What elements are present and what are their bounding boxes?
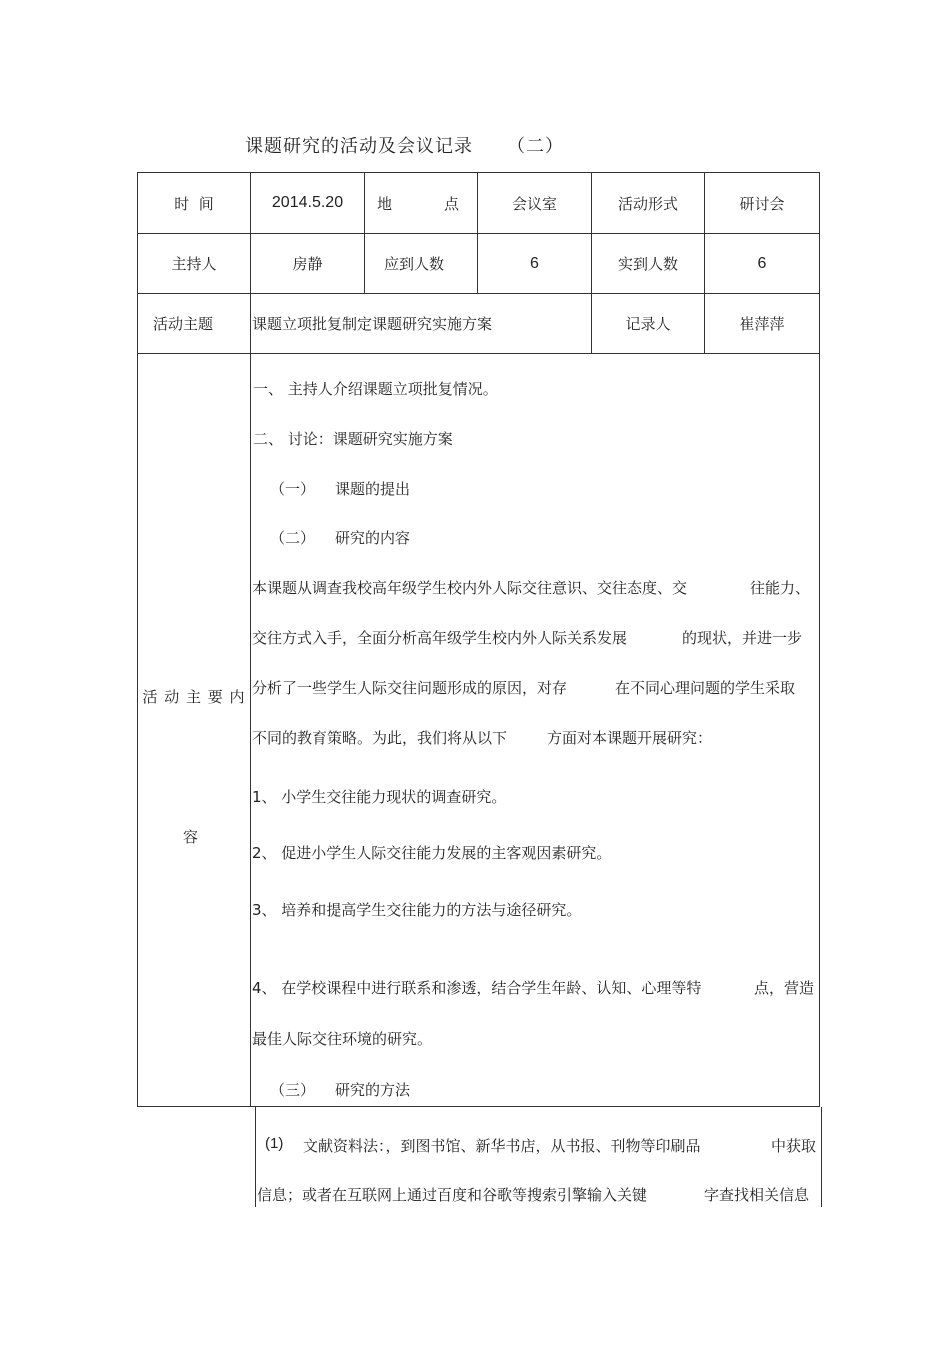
title-text: 课题研究的活动及会议记录 <box>245 136 473 157</box>
expected-value: 6 <box>530 254 539 272</box>
list-item-4a: 4、 在学校课程中进行联系和渗透，结合学生年龄、认知、心理等特 <box>252 979 702 997</box>
recorder-label: 记录人 <box>625 315 671 333</box>
method-1-line-c: 信息；或者在互联网上通过百度和谷歌等搜索引擎输入关键 <box>257 1186 648 1204</box>
method-1-line-b: 中获取 <box>771 1137 817 1155</box>
time-label: 时 间 <box>174 194 214 213</box>
actual-label: 实到人数 <box>617 255 678 273</box>
paragraph-line-3b: 在不同心理问题的学生采取 <box>615 679 796 697</box>
title-suffix: （二） <box>507 136 564 157</box>
table-row-divider <box>137 353 820 354</box>
place-value: 会议室 <box>511 194 557 213</box>
paragraph-line-1b: 往能力、 <box>750 579 811 597</box>
subheading-num-3: （三） <box>270 1081 316 1099</box>
paragraph-line-2a: 交往方式入手，全面分析高年级学生校内外人际关系发展 <box>252 629 628 647</box>
subheading-num-1: （一） <box>270 480 316 498</box>
list-item-4c: 最佳人际交往环境的研究。 <box>252 1030 433 1048</box>
form-label: 活动形式 <box>617 194 678 213</box>
form-value: 研讨会 <box>739 194 785 213</box>
paragraph-line-1a: 本课题从调查我校高年级学生校内外人际交往意识、交往态度、交 <box>252 579 688 597</box>
method-1-line-d: 字查找相关信息 <box>704 1186 810 1204</box>
list-item-4b: 点，营造 <box>754 979 815 997</box>
subheading-num-2: （二） <box>270 529 316 547</box>
place-label <box>365 173 477 233</box>
paragraph-line-3a: 分析了一些学生人际交往问题形成的原因，对存 <box>252 679 568 697</box>
paragraph-line-4b: 方面对本课题开展研究： <box>547 729 713 747</box>
theme-label: 活动主题 <box>152 315 213 333</box>
list-item-2: 2、 促进小学生人际交往能力发展的主客观因素研究。 <box>252 844 612 862</box>
continued-border-right <box>821 1107 822 1207</box>
place-label-b: 点 <box>443 194 459 213</box>
table-col-divider <box>250 172 251 1107</box>
method-1-num: (1) <box>265 1135 284 1152</box>
actual-value: 6 <box>757 254 767 272</box>
time-value: 2014.5.20 <box>271 194 344 211</box>
expected-label: 应到人数 <box>383 255 444 273</box>
method-1-line-a: 文献资料法：，到图书馆、新华书店，从书报、刊物等印刷品 <box>303 1137 701 1155</box>
theme-value: 课题立项批复制定课题研究实施方案 <box>252 315 493 333</box>
page-title <box>245 132 564 158</box>
paragraph-line-2b: 的现状，并进一步 <box>682 629 803 647</box>
content-item-1: 一、 主持人介绍课题立项批复情况。 <box>253 380 498 398</box>
table-border-bottom <box>137 1106 820 1107</box>
paragraph-line-4a: 不同的教育策略。为此，我们将从以下 <box>252 729 508 747</box>
recorder-value: 崔萍萍 <box>739 315 785 333</box>
content-item-2: 二、 讨论：课题研究实施方案 <box>253 430 453 448</box>
list-item-1: 1、 小学生交往能力现状的调查研究。 <box>252 788 507 806</box>
subheading-text-1: 课题的提出 <box>335 480 411 498</box>
host-label: 主持人 <box>171 255 217 273</box>
place-label-a: 地 <box>377 194 393 213</box>
subheading-text-3: 研究的方法 <box>335 1081 411 1099</box>
subheading-text-2: 研究的内容 <box>335 529 411 547</box>
table-border-right <box>819 172 820 1107</box>
content-label-tail: 容 <box>183 828 199 846</box>
continued-border-left <box>255 1107 256 1207</box>
list-item-3: 3、 培养和提高学生交往能力的方法与途径研究。 <box>252 901 582 919</box>
content-label: 活 动 主 要 内 <box>142 688 246 706</box>
host-value: 房静 <box>292 255 323 273</box>
